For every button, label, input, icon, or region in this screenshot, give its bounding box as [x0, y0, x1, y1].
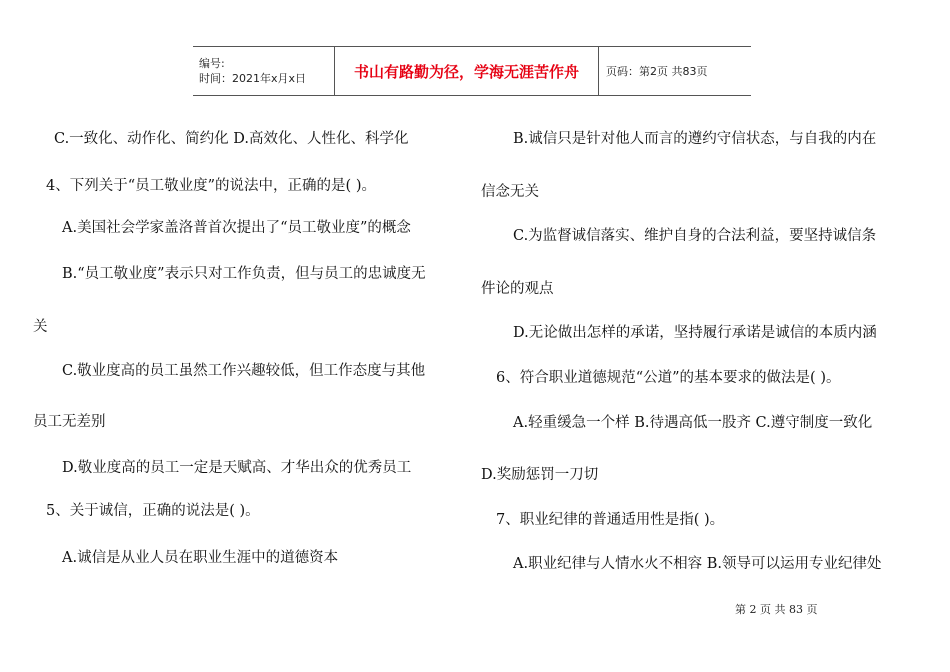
header-page-cell — [599, 47, 751, 95]
left-line-7: 员工无差别 — [33, 414, 106, 430]
left-line-5: 关 — [33, 319, 48, 335]
right-line-5: D.无论做出怎样的承诺，坚持履行承诺是诚信的本质内涵 — [513, 325, 877, 341]
right-line-1: B.诚信只是针对他人而言的遵约守信状态，与自我的内在 — [513, 131, 877, 147]
header-number-label: 编号: — [199, 57, 225, 70]
right-line-3: C.为监督诚信落实、维护自身的合法利益，要坚持诚信条 — [513, 228, 877, 244]
right-line-7: A.轻重缓急一个样 B.待遇高低一股齐 C.遵守制度一致化 — [513, 415, 873, 431]
left-line-6: C.敬业度高的员工虽然工作兴趣较低，但工作态度与其他 — [62, 363, 426, 379]
left-line-9: 5、关于诚信，正确的说法是( )。 — [46, 503, 260, 519]
header-time-label: 时间：2021年x月x日 — [199, 72, 307, 85]
left-line-3: A.美国社会学家盖洛普首次提出了“员工敬业度”的概念 — [62, 220, 411, 236]
header-page-info: 页码：第2页 共83页 — [606, 65, 708, 78]
left-line-2: 4、下列关于“员工敬业度”的说法中，正确的是( )。 — [46, 178, 376, 194]
page-header — [193, 46, 751, 96]
header-motto: 书山有路勤为径，学海无涯苦作舟 — [353, 62, 579, 81]
right-line-10: A.职业纪律与人情水火不相容 B.领导可以运用专业纪律处 — [513, 556, 882, 572]
header-meta-cell — [193, 47, 335, 95]
right-line-8: D.奖励惩罚一刀切 — [481, 467, 599, 483]
left-line-4: B.“员工敬业度”表示只对工作负责，但与员工的忠诚度无 — [62, 266, 426, 282]
left-line-1: C.一致化、动作化、简约化 D.高效化、人性化、科学化 — [54, 131, 409, 147]
right-line-9: 7、职业纪律的普通适用性是指( )。 — [496, 512, 725, 528]
right-line-4: 件论的观点 — [481, 281, 554, 297]
right-line-6: 6、符合职业道德规范“公道”的基本要求的做法是( )。 — [496, 370, 841, 386]
header-motto-cell — [335, 47, 599, 95]
left-line-8: D.敬业度高的员工一定是天赋高、才华出众的优秀员工 — [62, 460, 412, 476]
left-line-10: A.诚信是从业人员在职业生涯中的道德资本 — [62, 550, 339, 566]
right-line-2: 信念无关 — [481, 184, 539, 200]
page-footer: 第 2 页 共 83 页 — [735, 603, 818, 616]
